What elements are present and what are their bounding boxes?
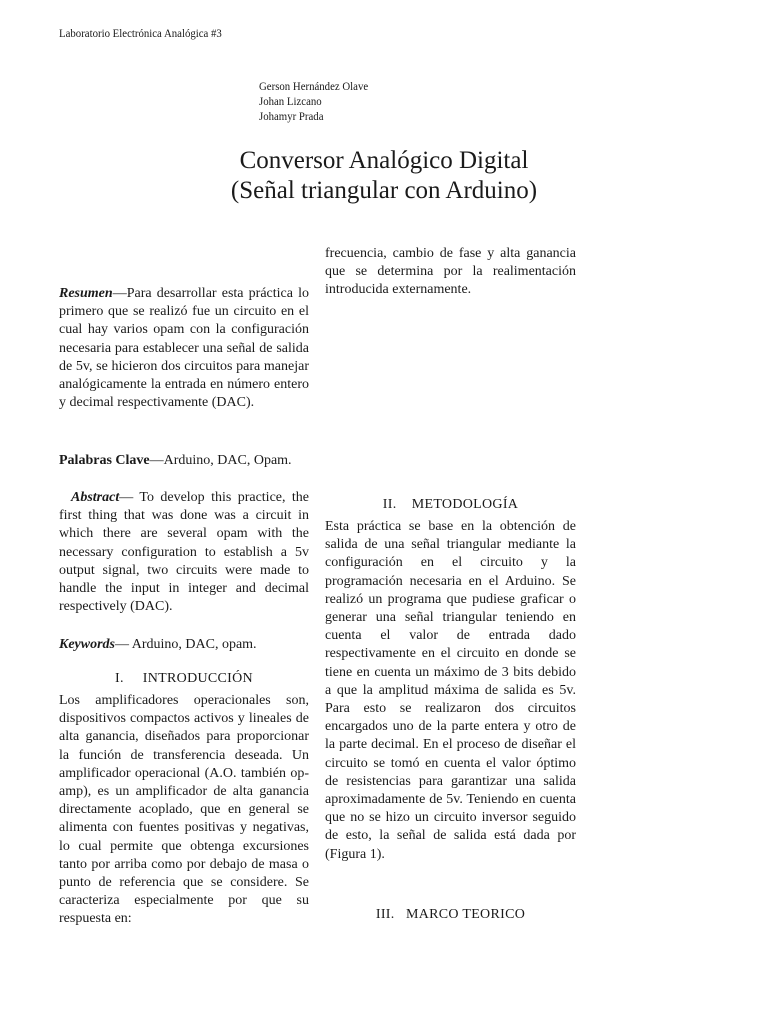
keywords-text: — Arduino, DAC, opam. bbox=[115, 637, 257, 652]
section-heading-introduccion: I. INTRODUCCIÓN bbox=[115, 671, 253, 686]
abstract-dash: — bbox=[119, 490, 140, 505]
metodologia-text: Esta práctica se base en la obtención de salida de una señal triangular mediante la configuración en el circuito y la programación necesaria en el Arduino. Se realizó un programa que pudiese graficar o generar una señal triangular teniendo en cuenta el valor de entrada dado respectivamente en el circuito en donde se tiene en cuenta un máximo de 3 bits debido a que la amplitud máxima de salida es 5v. Para esto se realizaron dos circuitos encargados uno de la parte entera y otro de la parte decimal. En el proceso de diseñar el circuito se tomó en cuenta el valor óptimo de resistencias para garantizar una salida aproximadamente de 5v. Teniendo en cuenta que no se hizo un circuito inversor seguido de esto, la señal de salida está dada por (Figura 1). bbox=[325, 519, 576, 862]
metodologia-paragraph bbox=[325, 518, 576, 864]
author-list bbox=[259, 79, 368, 124]
resumen-label: Resumen bbox=[59, 286, 113, 301]
section-heading-marco-teorico: III. MARCO TEORICO bbox=[375, 907, 526, 922]
palabras-clave-label: Palabras Clave bbox=[59, 453, 150, 468]
abstract-paragraph bbox=[59, 489, 309, 616]
palabras-clave-text: —Arduino, DAC, Opam. bbox=[149, 453, 292, 468]
author-name: Johamyr Prada bbox=[259, 109, 324, 123]
introduccion-continued-paragraph bbox=[325, 245, 576, 300]
abstract-text: To develop this practice, the first thing that was done was a circuit in which there are several opam with the necessary configuration to establish a 5v output signal, two circuits were made to handle the input in integer and decimal respectively (DAC). bbox=[59, 490, 309, 615]
title-line-2: (Señal triangular con Arduino) bbox=[230, 177, 538, 204]
introduccion-continued-text: frecuencia, cambio de fase y alta ganancia que se determina por la realimentación introducida externamente. bbox=[325, 246, 576, 298]
paper-title bbox=[0, 146, 768, 206]
introduccion-text: Los amplificadores operacionales son, dispositivos compactos activos y lineales de alta ganancia, diseñados para proporcionar la función de transferencia deseada. Un amplificador operacional (A.O. también op-amp), es un amplificador de alta ganancia directamente acoplado, que en general se alimenta con fuentes positivas y negativas, lo cual permite que obtenga excursiones tanto por arriba como por debajo de masa o punto de referencia que se considere. Se caracteriza especialmente por que su respuesta en: bbox=[59, 693, 309, 927]
keywords-label: Keywords bbox=[59, 637, 115, 652]
resumen-text: Para desarrollar esta práctica lo primero que se realizó fue un circuito en el cual hay varios opam con la configuración necesaria para establecer una señal de salida de 5v, se hicieron dos circuitos para manejar analógicamente la entrada en número entero y decimal respectivamente (DAC). bbox=[59, 286, 309, 411]
resumen-dash: — bbox=[112, 286, 127, 301]
running-head: Laboratorio Electrónica Analógica #3 bbox=[59, 26, 222, 40]
keywords-paragraph bbox=[59, 636, 309, 654]
resumen-paragraph bbox=[59, 285, 309, 412]
introduccion-paragraph bbox=[59, 692, 309, 929]
author-name: Johan Lizcano bbox=[259, 94, 322, 108]
author-name: Gerson Hernández Olave bbox=[259, 79, 369, 93]
section-heading-metodologia: II. METODOLOGÍA bbox=[382, 497, 519, 512]
abstract-label: Abstract bbox=[71, 490, 120, 505]
palabras-clave-paragraph bbox=[59, 452, 309, 470]
title-line-1: Conversor Analógico Digital bbox=[239, 147, 529, 174]
